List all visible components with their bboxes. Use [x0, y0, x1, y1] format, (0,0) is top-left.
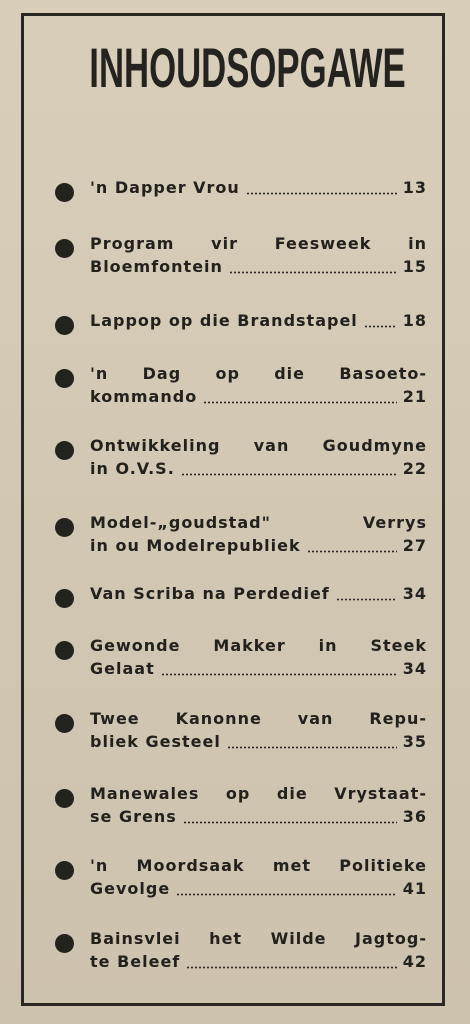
- entry-line: [90, 659, 427, 681]
- dot-leader: [364, 325, 397, 328]
- entry-line: [90, 257, 427, 279]
- page-number: 41: [402, 879, 427, 898]
- page-number: 15: [402, 257, 427, 276]
- bullet-icon: [55, 861, 74, 880]
- entry-title-text: Ontwikkeling van Goudmyne: [90, 436, 427, 455]
- bullet-icon: [55, 714, 74, 733]
- entry-line: [90, 513, 427, 535]
- entry-title-text: 'n Dag op die Basoeto-: [90, 364, 427, 383]
- page-number: 34: [402, 659, 427, 678]
- entry-line: [90, 178, 427, 200]
- dot-leader: [336, 598, 397, 601]
- entry-line: [90, 584, 427, 606]
- page-number: 13: [402, 178, 427, 197]
- dot-leader: [307, 550, 397, 553]
- entry-title-text: Bainsvlei het Wilde Jagtog-: [90, 929, 427, 948]
- dot-leader: [227, 746, 397, 749]
- dot-leader: [203, 401, 397, 404]
- dot-leader: [229, 271, 397, 274]
- page-number: 18: [402, 311, 427, 330]
- entry-title-text: bliek Gesteel: [90, 732, 221, 751]
- bullet-icon: [55, 641, 74, 660]
- page-number: 42: [402, 952, 427, 971]
- entry-line: [90, 807, 427, 829]
- dot-leader: [183, 821, 397, 824]
- bullet-icon: [55, 789, 74, 808]
- dot-leader: [161, 673, 397, 676]
- page-number: 27: [402, 536, 427, 555]
- entry-title-text: Model-„goudstad" Verrys: [90, 513, 427, 532]
- entry-line: [90, 536, 427, 558]
- entry-title-text: Gevolge: [90, 879, 171, 898]
- entry-line: [90, 856, 427, 878]
- entry-title-text: Lappop op die Brandstapel: [90, 311, 358, 330]
- entry-line: [90, 732, 427, 754]
- bullet-icon: [55, 934, 74, 953]
- entry-title-text: Van Scriba na Perdedief: [90, 584, 330, 603]
- entry-title-text: Twee Kanonne van Repu-: [90, 709, 427, 728]
- bullet-icon: [55, 239, 74, 258]
- entry-line: [90, 709, 427, 731]
- entry-title-text: Bloemfontein: [90, 257, 223, 276]
- dot-leader: [176, 893, 397, 896]
- entry-title-text: 'n Dapper Vrou: [90, 178, 240, 197]
- entry-line: [90, 364, 427, 386]
- page-number: 35: [402, 732, 427, 751]
- bullet-icon: [55, 183, 74, 202]
- entry-title-text: Program vir Feesweek in: [90, 234, 427, 253]
- entry-line: [90, 311, 427, 333]
- entry-title-text: Gelaat: [90, 659, 155, 678]
- page-number: 22: [402, 459, 427, 478]
- entry-line: [90, 387, 427, 409]
- bullet-icon: [55, 589, 74, 608]
- entry-title-text: te Beleef: [90, 952, 181, 971]
- page-number: 36: [402, 807, 427, 826]
- entry-title-text: se Grens: [90, 807, 177, 826]
- bullet-icon: [55, 369, 74, 388]
- entry-line: [90, 784, 427, 806]
- bullet-icon: [55, 441, 74, 460]
- entry-line: [90, 879, 427, 901]
- entry-line: [90, 459, 427, 481]
- dot-leader: [181, 473, 397, 476]
- entry-line: [90, 234, 427, 256]
- dot-leader: [186, 966, 396, 969]
- page-number: 34: [402, 584, 427, 603]
- entry-title-text: Manewales op die Vrystaat-: [90, 784, 427, 803]
- entry-title-text: kommando: [90, 387, 198, 406]
- entry-line: [90, 436, 427, 458]
- dot-leader: [246, 192, 397, 195]
- entry-line: [90, 952, 427, 974]
- bullet-icon: [55, 316, 74, 335]
- entry-title-text: in ou Modelrepubliek: [90, 536, 301, 555]
- entry-title-text: 'n Moordsaak met Politieke: [90, 856, 427, 875]
- entry-title-text: in O.V.S.: [90, 459, 175, 478]
- entry-title-text: Gewonde Makker in Steek: [90, 636, 427, 655]
- page-title: INHOUDSOPGAWE: [89, 36, 406, 99]
- page-number: 21: [402, 387, 427, 406]
- entry-line: [90, 636, 427, 658]
- bullet-icon: [55, 518, 74, 537]
- entry-line: [90, 929, 427, 951]
